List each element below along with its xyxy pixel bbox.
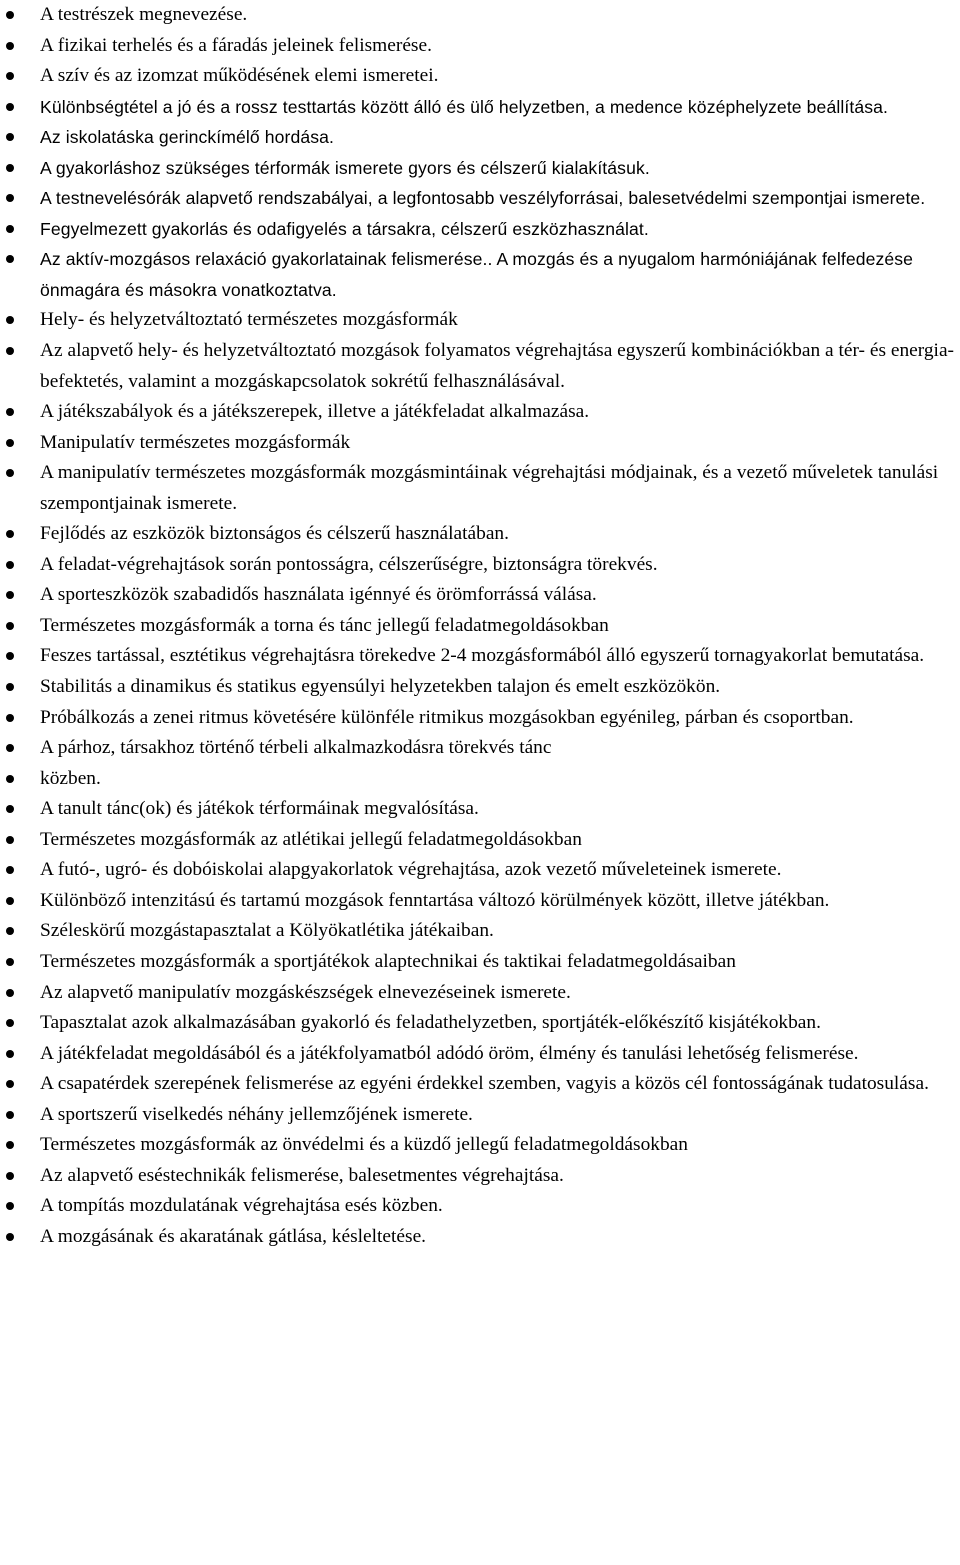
list-item-text: Az alapvető hely- és helyzetváltoztató mozgások folyamatos végrehajtása egyszerű kombinációkban a tér- és energia-befektetés, valamint a mozgáskapcsolatok sokrétű felhasználásával. [40, 340, 955, 392]
list-item [0, 61, 960, 92]
bullet-icon [6, 439, 14, 447]
list-item-text: A tanult tánc(ok) és játékok térformáinak megvalósítása. [40, 798, 479, 820]
bullet-icon [6, 469, 14, 477]
list-item [0, 397, 960, 428]
list-item [0, 31, 960, 62]
bullet-icon [6, 1233, 14, 1241]
list-item [0, 183, 960, 214]
list-item [0, 1161, 960, 1192]
list-item [0, 764, 960, 795]
bullet-icon [6, 1050, 14, 1058]
list-item-text: A testnevelésórák alapvető rendszabályai, a legfontosabb veszélyforrásai, balesetvédelmi szempontjai ismerete. [40, 188, 926, 209]
list-item-text: A sporteszközök szabadidős használata igénnyé és örömforrássá válása. [40, 584, 597, 606]
list-item [0, 550, 960, 581]
bullet-icon [6, 133, 14, 141]
list-item-text: A sportszerű viselkedés néhány jellemzőjének ismerete. [40, 1103, 473, 1125]
list-item-text: A játékfeladat megoldásából és a játékfolyamatból adódó öröm, élmény és tanulási lehetőség felismerése. [40, 1042, 859, 1064]
list-item [0, 1069, 960, 1100]
list-item-text: A testrészek megnevezése. [40, 4, 248, 25]
list-item [0, 1130, 960, 1161]
bullet-icon [6, 805, 14, 813]
list-item-text: A játékszabályok és a játékszerepek, illetve a játékfeladat alkalmazása. [40, 401, 590, 423]
list-item-text: Az alapvető eséstechnikák felismerése, balesetmentes végrehajtása. [40, 1164, 564, 1186]
bullet-icon [6, 958, 14, 966]
list-item-text: A futó-, ugró- és dobóiskolai alapgyakorlatok végrehajtása, azok vezető műveleteinek ismerete. [40, 859, 782, 881]
bullet-icon [6, 561, 14, 569]
bullet-icon [6, 164, 14, 172]
list-item-text: A manipulatív természetes mozgásformák mozgásmintáinak végrehajtási módjainak, és a vezető műveletek tanulási szempontjainak ismerete. [40, 462, 939, 514]
list-item-text: Különböző intenzitású és tartamú mozgások fenntartása változó körülmények között, illetve játékban. [40, 889, 830, 911]
bullet-icon [6, 194, 14, 202]
bullet-icon [6, 1111, 14, 1119]
list-item [0, 122, 960, 153]
bullet-icon [6, 11, 14, 19]
list-item-text: A mozgásának és akaratának gátlása, késleltetése. [40, 1225, 427, 1247]
list-item [0, 458, 960, 519]
bullet-icon [6, 897, 14, 905]
bullet-icon [6, 530, 14, 538]
bullet-icon [6, 42, 14, 50]
bullet-icon [6, 714, 14, 722]
list-item-text: Stabilitás a dinamikus és statikus egyensúlyi helyzetekben talajon és emelt eszközökön. [40, 676, 721, 698]
bullet-icon [6, 1172, 14, 1180]
bullet-icon [6, 1019, 14, 1027]
list-item [0, 978, 960, 1009]
list-item [0, 244, 960, 305]
bullet-icon [6, 989, 14, 997]
list-item [0, 1039, 960, 1070]
bullet-icon [6, 72, 14, 80]
list-item [0, 1100, 960, 1131]
list-item [0, 641, 960, 672]
list-item-text: Az aktív-mozgásos relaxáció gyakorlatainak felismerése.. A mozgás és a nyugalom harmóniájának felfedezése önmagára és másokra vonatkoztatva. [40, 249, 914, 300]
bullet-icon [6, 103, 14, 111]
list-item-text: A gyakorláshoz szükséges térformák ismerete gyors és célszerű kialakításuk. [40, 157, 650, 178]
list-item [0, 0, 960, 31]
list-item-text: Az alapvető manipulatív mozgáskészségek elnevezéseinek ismerete. [40, 981, 571, 1003]
list-item-text: Manipulatív természetes mozgásformák [40, 431, 351, 453]
list-item-text: Hely- és helyzetváltoztató természetes mozgásformák [40, 309, 458, 331]
list-item [0, 794, 960, 825]
bullet-icon [6, 1202, 14, 1210]
list-item-text: A tompítás mozdulatának végrehajtása esés közben. [40, 1195, 443, 1217]
bullet-icon [6, 1080, 14, 1088]
list-item [0, 703, 960, 734]
bullet-icon [6, 225, 14, 233]
bullet-icon [6, 652, 14, 660]
list-item [0, 1191, 960, 1222]
bullet-icon [6, 775, 14, 783]
bullet-icon [6, 255, 14, 263]
list-item-text: A párhoz, társakhoz történő térbeli alkalmazkodásra törekvés tánc [40, 737, 552, 759]
bullet-icon [6, 744, 14, 752]
bullet-icon [6, 316, 14, 324]
list-item-text: Az iskolatáska gerinckímélő hordása. [40, 127, 335, 148]
bullet-icon [6, 866, 14, 874]
list-item-text: A fizikai terhelés és a fáradás jeleinek felismerése. [40, 34, 432, 56]
list-item-text: A feladat-végrehajtások során pontosságra, célszerűségre, biztonságra törekvés. [40, 553, 658, 575]
bullet-icon [6, 591, 14, 599]
list-item-text: Természetes mozgásformák a torna és tánc jellegű feladatmegoldásokban [40, 614, 609, 636]
list-item-text: A csapatérdek szerepének felismerése az egyéni érdekkel szemben, vagyis a közös cél fontosságának tudatosulása. [40, 1073, 929, 1095]
list-item [0, 92, 960, 123]
list-item-text: Természetes mozgásformák a sportjátékok alaptechnikai és taktikai feladatmegoldásaiban [40, 950, 736, 972]
list-item-text: Természetes mozgásformák az önvédelmi és a küzdő jellegű feladatmegoldásokban [40, 1134, 688, 1156]
list-item-text: Fejlődés az eszközök biztonságos és célszerű használatában. [40, 523, 509, 545]
list-item-text: Próbálkozás a zenei ritmus követésére különféle ritmikus mozgásokban egyénileg, párban és csoportban. [40, 706, 854, 728]
bullet-icon [6, 683, 14, 691]
list-item [0, 825, 960, 856]
list-item [0, 305, 960, 336]
list-item [0, 1008, 960, 1039]
list-item [0, 214, 960, 245]
list-item [0, 580, 960, 611]
list-item-text: Feszes tartással, esztétikus végrehajtásra törekedve 2-4 mozgásformából álló egyszerű tornagyakorlat bemutatása. [40, 645, 925, 667]
bullet-icon [6, 1141, 14, 1149]
list-item [0, 733, 960, 764]
list-item [0, 611, 960, 642]
bullet-icon [6, 836, 14, 844]
list-item-text: Fegyelmezett gyakorlás és odafigyelés a társakra, célszerű eszközhasználat. [40, 218, 649, 239]
bullet-icon [6, 622, 14, 630]
bullet-icon [6, 347, 14, 355]
list-item [0, 428, 960, 459]
list-item [0, 886, 960, 917]
bullet-icon [6, 408, 14, 416]
bullet-icon [6, 927, 14, 935]
list-item-text: Tapasztalat azok alkalmazásában gyakorló és feladathelyzetben, sportjáték-előkészítő kisjátékokban. [40, 1012, 821, 1034]
list-item-text: A szív és az izomzat működésének elemi ismeretei. [40, 65, 439, 87]
list-item [0, 153, 960, 184]
list-item [0, 947, 960, 978]
list-item [0, 519, 960, 550]
list-item [0, 1222, 960, 1253]
list-item [0, 672, 960, 703]
list-item [0, 336, 960, 397]
list-item-text: Természetes mozgásformák az atlétikai jellegű feladatmegoldásokban [40, 828, 582, 850]
list-item-text: Széleskörű mozgástapasztalat a Kölyökatlétika játékaiban. [40, 920, 494, 942]
list-item-text: közben. [40, 767, 101, 789]
list-item-text: Különbségtétel a jó és a rossz testtartás között álló és ülő helyzetben, a medence középhelyzete beállítása. [40, 96, 888, 117]
list-item [0, 855, 960, 886]
list-item [0, 916, 960, 947]
